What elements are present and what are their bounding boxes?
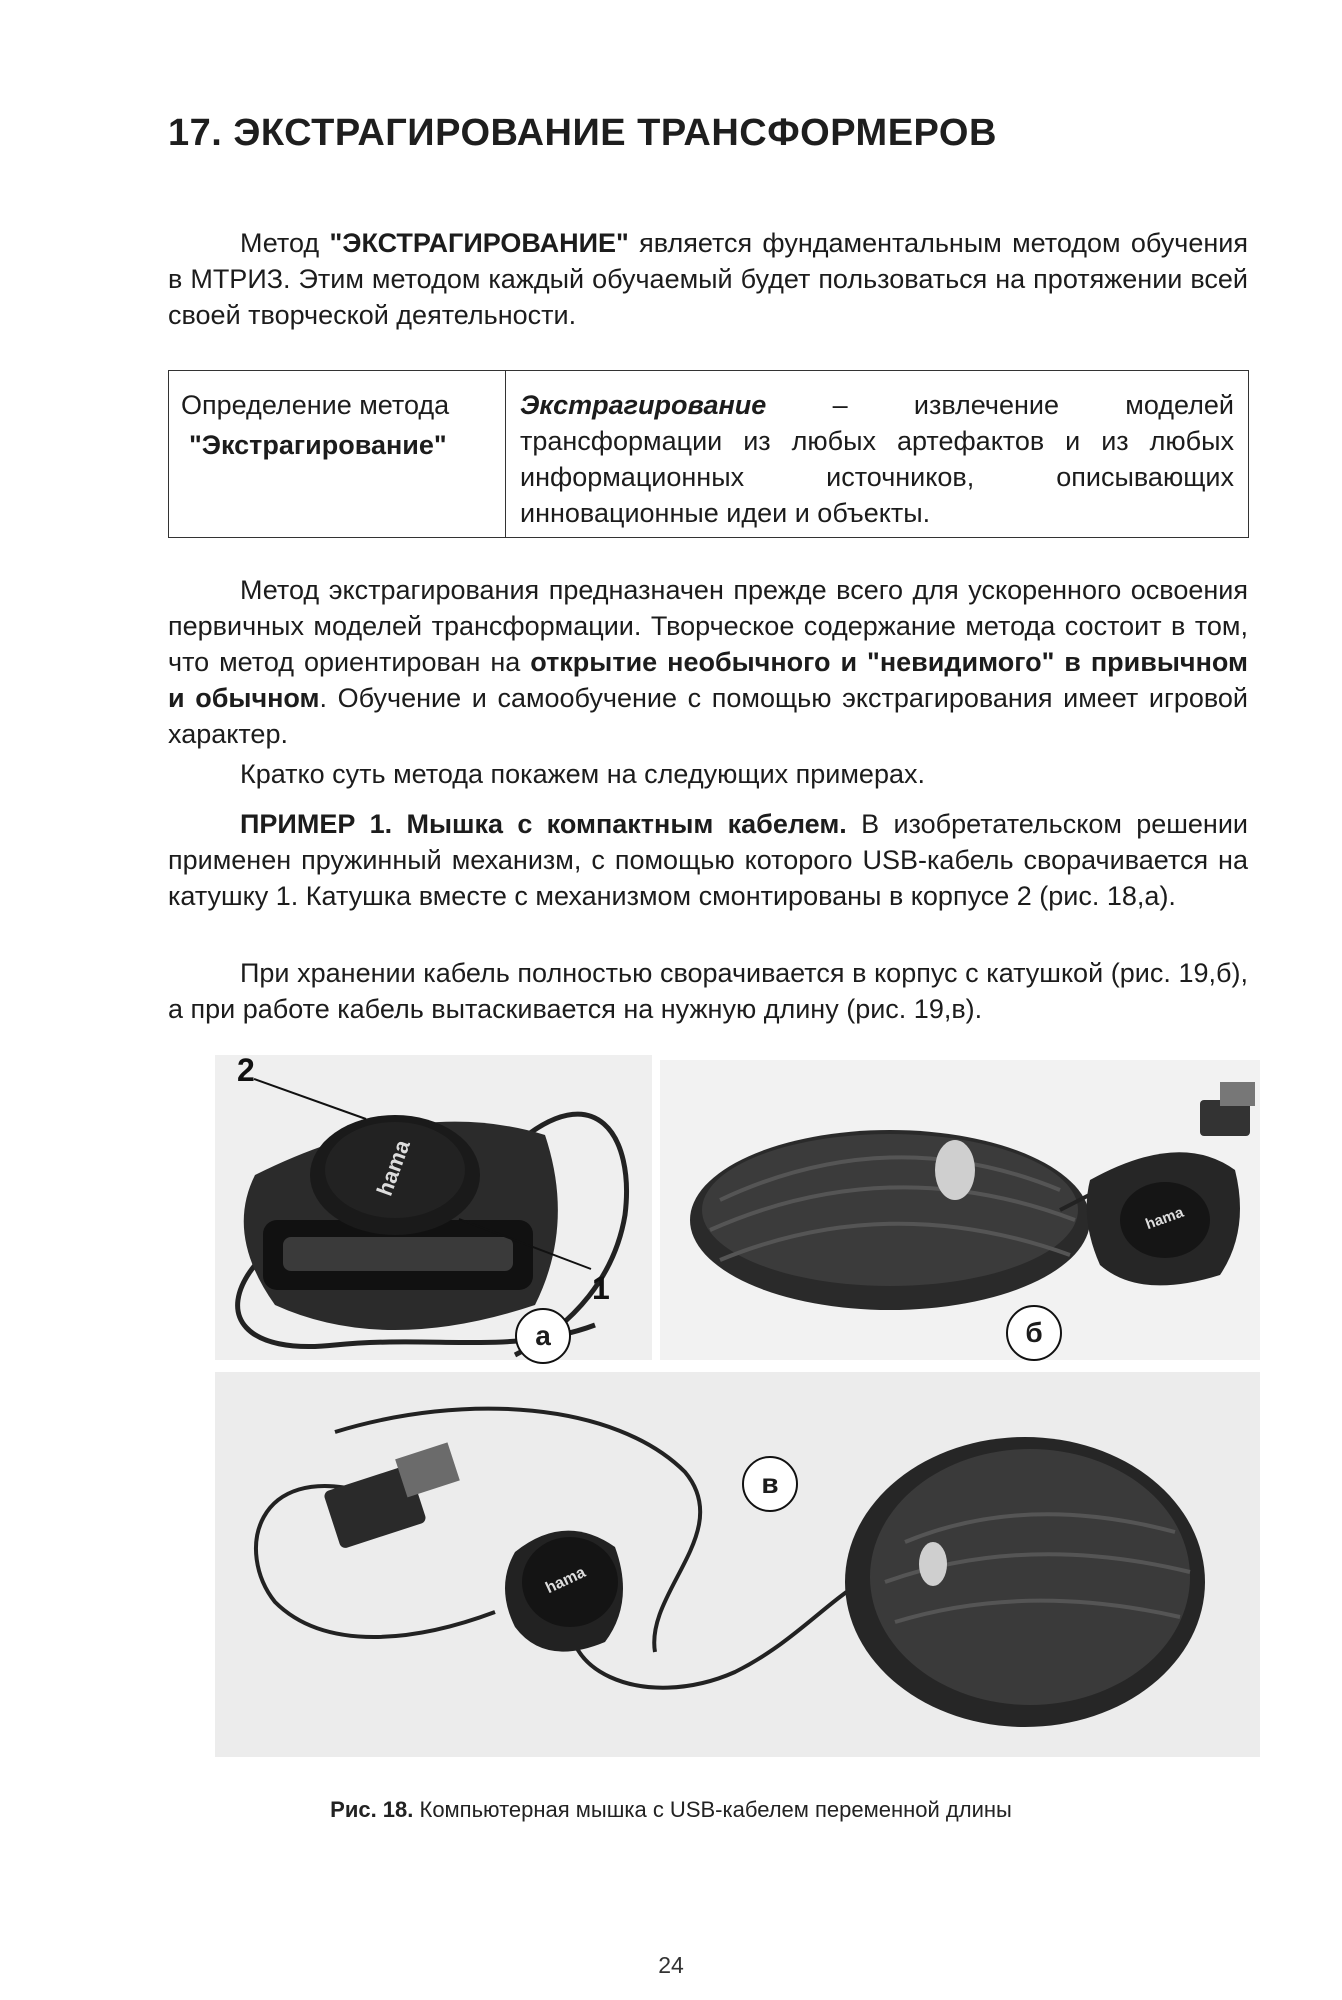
definition-label-line2: "Экстрагирование" <box>189 430 447 460</box>
figure-label-b: б <box>1006 1305 1062 1361</box>
photo-v-extended-cable <box>215 1372 1260 1757</box>
brand-logo-b: hama <box>1143 1203 1186 1234</box>
definition-label-line1: Определение метода <box>181 390 450 420</box>
definition-text: – извлечение моделей трансформации из любых артефактов и из любых информационных источников, описывающих инновационные идеи и объекты. <box>520 390 1234 528</box>
definition-label-cell <box>169 371 506 537</box>
intro-paragraph: Метод "ЭКСТРАГИРОВАНИЕ" является фундаментальным методом обучения в МТРИЗ. Этим методом каждый обучаемый будет пользоваться на протяжении всей своей творческой деятельности. <box>168 228 1248 330</box>
page-title: 17. ЭКСТРАГИРОВАНИЕ ТРАНСФОРМЕРОВ <box>168 112 997 154</box>
leader-line-1 <box>455 1215 595 1275</box>
definition-term: Экстрагирование <box>520 390 767 420</box>
figure-label-a: а <box>515 1308 571 1364</box>
example1-paragraph: ПРИМЕР 1. Мышка с компактным кабелем. В изобретательском решении применен пружинный механизм, с помощью которого USB-кабель сворачивается на катушку 1. Катушка вместе с механизмом смонтированы в корпусе 2 (рис. 18,а). <box>168 809 1248 911</box>
brand-logo-v: hama <box>543 1564 589 1598</box>
label-number-1: 1 <box>592 1270 610 1306</box>
storage-paragraph: При хранении кабель полностью сворачивается в корпус с катушкой (рис. 19,б), а при работе кабель вытаскивается на нужную длину (рис. 19,в). <box>168 958 1248 1024</box>
definition-text-cell <box>506 371 1248 537</box>
figure-label-v: в <box>742 1456 798 1512</box>
label-number-2: 2 <box>237 1052 255 1088</box>
examples-intro-paragraph: Кратко суть метода покажем на следующих примерах. <box>240 759 925 789</box>
brand-logo-a: hama <box>371 1136 415 1200</box>
figure-caption: Рис. 18. Компьютерная мышка с USB-кабелем переменной длины <box>330 1797 1012 1822</box>
definition-table <box>168 370 1249 538</box>
leader-line-2 <box>250 1075 370 1125</box>
photo-b-stored-mouse <box>660 1060 1260 1360</box>
page-number: 24 <box>658 1952 684 1978</box>
method-paragraph: Метод экстрагирования предназначен прежде всего для ускоренного освоения первичных моделей трансформации. Творческое содержание метода состоит в том, что метод ориентирован на открытие необычного и "невидимого" в привычном и обычном. Обучение и самообучение с помощью экстрагирования имеет игровой характер. <box>168 575 1249 749</box>
